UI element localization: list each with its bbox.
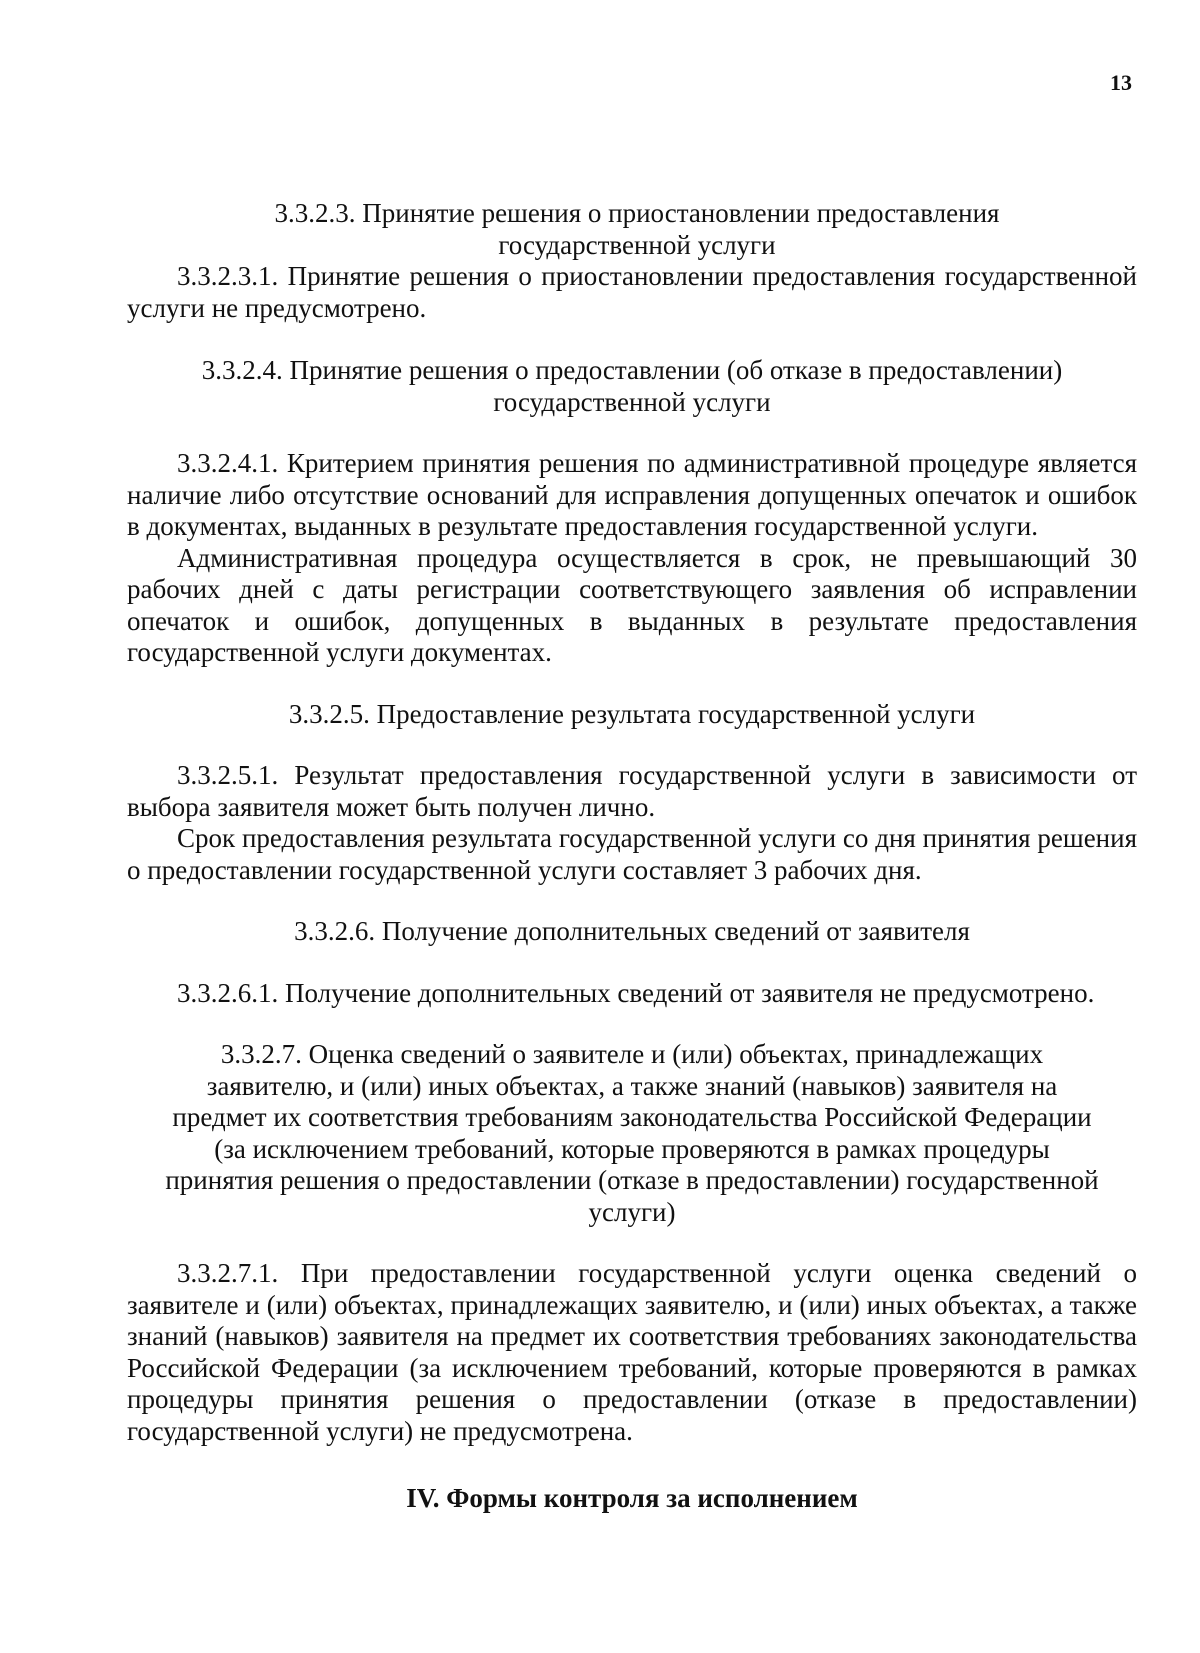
document-body xyxy=(127,198,1137,1515)
paragraph-3-3-2-3-1: 3.3.2.3.1. Принятие решения о приостановлении предоставления государственной услуги не предусмотрено. xyxy=(127,261,1137,323)
heading-3-3-2-6: 3.3.2.6. Получение дополнительных сведений от заявителя xyxy=(294,916,970,946)
page-number: 13 xyxy=(1110,70,1132,95)
paragraph-3-3-2-4-1: 3.3.2.4.1. Критерием принятия решения по административной процедуре является наличие либо отсутствие оснований для исправления допущенных опечаток и ошибок в документах, выданных в результате предоставления государственной услуги. xyxy=(127,448,1137,541)
section-iv-heading: IV. Формы контроля за исполнением xyxy=(406,1483,858,1513)
heading-3-3-2-3: 3.3.2.3. Принятие решения о приостановлении предоставления государственной услуги xyxy=(274,198,1000,260)
heading-3-3-2-7: 3.3.2.7. Оценка сведений о заявителе и (или) объектах, принадлежащих заявителю, и (или) иных объектах, а также знаний (навыков) заявителя на предмет их соответствия требованиям законодательства Российской Федерации (за исключением требований, которые проверяются в рамках процедуры принятия решения о предоставлении (отказе в предоставлении) государственной услуги) xyxy=(165,1039,1099,1227)
paragraph-3-3-2-4-1-term: Административная процедура осуществляется в срок, не превышающий 30 рабочих дней с даты регистрации соответствующего заявления об исправлении опечаток и ошибок, допущенных в выданных в результате предоставления государственной услуги документах. xyxy=(127,542,1137,667)
paragraph-3-3-2-7-1: 3.3.2.7.1. При предоставлении государственной услуги оценка сведений о заявителе и (или) объектах, принадлежащих заявителю, и (или) иных объектах, а также знаний (навыков) заявителя на предмет их соответствия требованиях законодательства Российской Федерации (за исключением требований, которые проверяются в рамках процедуры принятия решения о предоставлении (отказе в предоставлении) государственной услуги) не предусмотрена. xyxy=(127,1258,1137,1446)
heading-3-3-2-5: 3.3.2.5. Предоставление результата государственной услуги xyxy=(288,698,976,729)
paragraph-3-3-2-5-1-term: Срок предоставления результата государственной услуги со дня принятия решения о предоставлении государственной услуги составляет 3 рабочих дня. xyxy=(127,823,1137,885)
paragraph-3-3-2-5-1: 3.3.2.5.1. Результат предоставления государственной услуги в зависимости от выбора заявителя может быть получен лично. xyxy=(127,760,1137,822)
paragraph-3-3-2-6-1: 3.3.2.6.1. Получение дополнительных сведений от заявителя не предусмотрено. xyxy=(177,977,1095,1008)
heading-3-3-2-4: 3.3.2.4. Принятие решения о предоставлении (об отказе в предоставлении) государственной услуги xyxy=(201,355,1063,417)
